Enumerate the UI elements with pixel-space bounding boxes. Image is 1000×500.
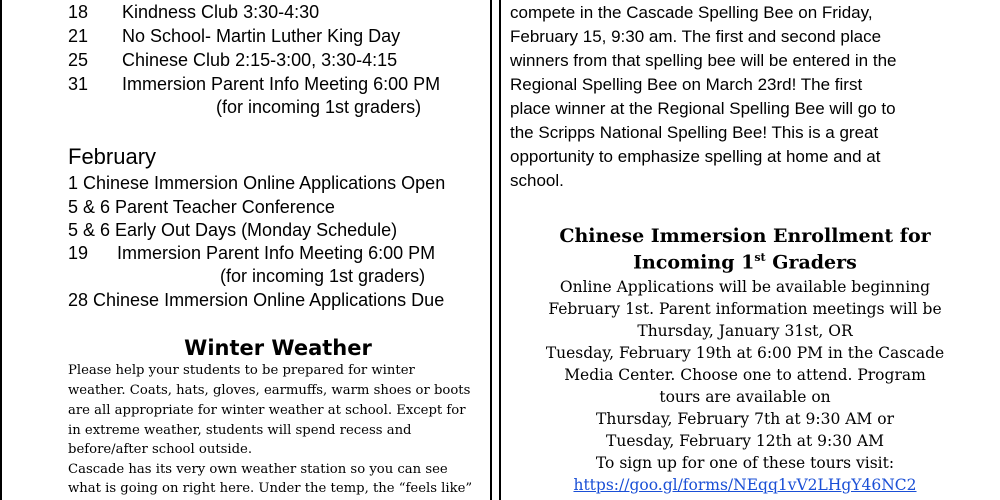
spelling-bee-line: February 15, 9:30 am. The first and second place (510, 27, 882, 46)
chinese-immersion-line: To sign up for one of these tours visit: (595, 454, 895, 472)
left-border-line (0, 0, 2, 500)
winter-weather-line: Cascade has its very own weather station so you can see (68, 462, 448, 477)
chinese-immersion-line: Thursday, February 7th at 9:30 AM or (596, 410, 894, 428)
event-day: 25 (68, 50, 89, 70)
event-day: 18 (68, 2, 89, 22)
chinese-immersion-line: Tuesday, February 19th at 6:00 PM in the Cascade (545, 344, 945, 362)
event-day: 19 (68, 243, 89, 263)
winter-weather-line: what is going on right here. Under the temp, the “feels like” (68, 481, 473, 496)
chinese-immersion-line: February 1st. Parent information meetings will be (548, 300, 942, 318)
event-text: Immersion Parent Info Meeting 6:00 PM (117, 243, 436, 263)
february-heading: February (68, 144, 157, 169)
february-item: 28 Chinese Immersion Online Applications Due (68, 290, 445, 310)
event-text: Kindness Club 3:30-4:30 (122, 2, 320, 22)
chinese-immersion-line: Tuesday, February 12th at 9:30 AM (606, 432, 884, 450)
subtitle-text-end: Graders (765, 251, 857, 274)
event-text: Immersion Parent Info Meeting 6:00 PM (122, 74, 441, 94)
spelling-bee-line: place winner at the Regional Spelling Bee will go to (510, 99, 896, 118)
chinese-immersion-title: Chinese Immersion Enrollment for (559, 225, 931, 247)
february-item: 1 Chinese Immersion Online Applications Open (68, 173, 446, 193)
subtitle-ordinal: st (754, 251, 766, 264)
february-event-note: (for incoming 1st graders) (220, 266, 426, 286)
tour-signup-link[interactable]: https://goo.gl/forms/NEqq1vV2LHgY46NC2 (573, 476, 917, 494)
event-text: No School- Martin Luther King Day (122, 26, 401, 46)
chinese-immersion-line: Thursday, January 31st, OR (637, 322, 853, 340)
january-event-note: (for incoming 1st graders) (216, 97, 422, 117)
spelling-bee-line: compete in the Cascade Spelling Bee on Friday, (510, 3, 873, 22)
winter-weather-line: before/after school outside. (68, 442, 253, 457)
winter-weather-line: weather. Coats, hats, gloves, earmuffs, warm shoes or boots (68, 383, 471, 398)
chinese-immersion-line: Online Applications will be available beginning (559, 278, 931, 296)
spelling-bee-line: Regional Spelling Bee on March 23rd! The first (510, 75, 863, 94)
spelling-bee-line: opportunity to emphasize spelling at home and at (510, 147, 881, 166)
february-item: 5 & 6 Parent Teacher Conference (68, 197, 335, 217)
winter-weather-line: Please help your students to be prepared for winter (68, 363, 415, 378)
event-day: 31 (68, 74, 89, 94)
subtitle-text: Incoming 1 (633, 251, 755, 274)
winter-weather-line: are all appropriate for winter weather at school. Except for (68, 403, 466, 418)
chinese-immersion-line: tours are available on (659, 388, 831, 406)
chinese-immersion-line: Media Center. Choose one to attend. Program (564, 366, 926, 384)
event-text: Chinese Club 2:15-3:00, 3:30-4:15 (122, 50, 398, 70)
spelling-bee-line: school. (510, 171, 564, 190)
column-divider-right (499, 0, 501, 500)
chinese-immersion-subtitle (510, 251, 980, 273)
february-item: 5 & 6 Early Out Days (Monday Schedule) (68, 220, 398, 240)
winter-weather-title: Winter Weather (184, 336, 372, 360)
winter-weather-line: in extreme weather, students will spend recess and (68, 423, 412, 438)
event-day: 21 (68, 26, 89, 46)
spelling-bee-line: winners from that spelling bee will be entered in the (510, 51, 897, 70)
column-divider-left (490, 0, 492, 500)
spelling-bee-line: the Scripps National Spelling Bee! This is a great (510, 123, 879, 142)
tour-signup-line (510, 476, 980, 494)
